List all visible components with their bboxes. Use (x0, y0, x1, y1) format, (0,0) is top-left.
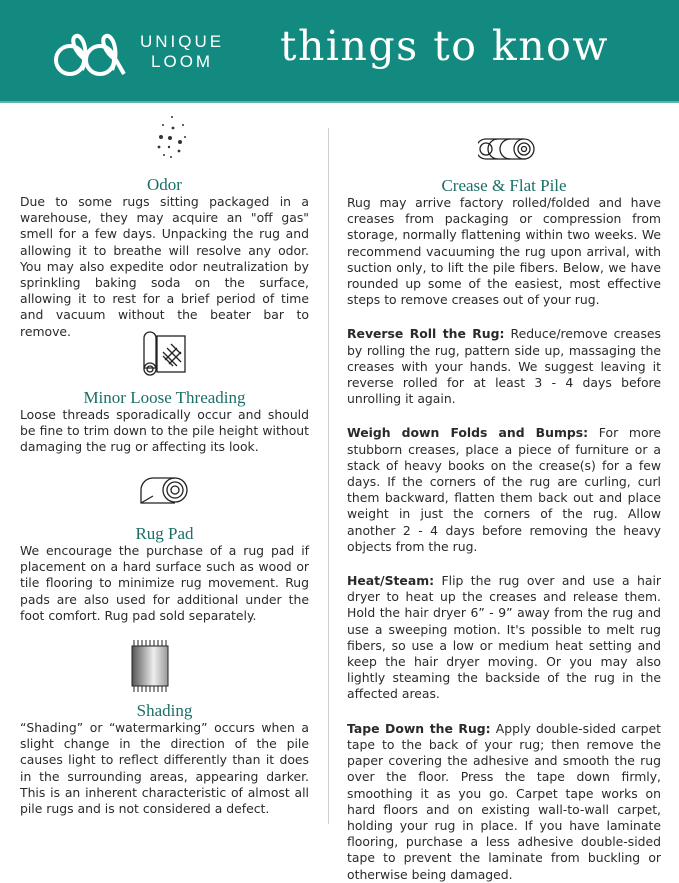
tip-weigh-down (347, 425, 661, 555)
crease-heading: Crease & Flat Pile (441, 176, 567, 195)
brand-line-1: UNIQUE (140, 32, 225, 51)
brand-name (140, 32, 224, 72)
tip-label: Heat/Steam: (347, 573, 435, 589)
tip-label: Tape Down the Rug: (347, 720, 491, 736)
tip-heat-steam (347, 573, 661, 703)
tip-text: Flip the rug over and use a hair dryer to heat up the creases and release them. Hold the hair dryer 6” - 9” away from the rug and use a sweeping motion. It's possible to melt rug fibers, so use a low or medium heat setting and keep the hair dryer moving. Or you may also lightly steaming the backside of the rug in the affected areas. (347, 573, 661, 702)
brand-line-2: LOOM (151, 52, 214, 71)
odor-heading: Odor (147, 175, 182, 194)
rug-pad-heading: Rug Pad (135, 524, 194, 543)
page-title: things to know (280, 22, 609, 70)
crease-intro: Rug may arrive factory rolled/folded and have creases from packaging or compression from storage, normally flattening within two weeks. We recommend vacuuming the rug upon arrival, with suction only, to lift the pile fibers. Below, we have rounded up some of the easiest, most effective steps to remove creases out of your rug. (347, 195, 661, 308)
shading-text: “Shading” or “watermarking” occurs when a slight change in the direction of the pile causes light to reflect differently than it does in the surrounding areas, appearing darker. This is an inherent characteristic of almost all pile rugs and is not considered a defect. (20, 720, 309, 817)
tip-label: Weigh down Folds and Bumps: (347, 425, 589, 441)
rolled-rug-pad-icon (139, 475, 189, 507)
rug-pad-text: We encourage the purchase of a rug pad if placement on a hard surface such as wood or tile flooring to minimize rug movement. Rug pads are also used for additional under the foot comfort. Rug pad sold separately. (20, 543, 309, 623)
tip-reverse-roll (347, 326, 661, 407)
tip-label: Reverse Roll the Rug: (347, 326, 505, 342)
tip-text: Reduce/remove creases by rolling the rug, pattern side up, massaging the creases with your hands. We suggest leaving it reverse rolled for at least 3 - 4 days before unrolling it again. (347, 326, 661, 407)
loose-threading-heading: Minor Loose Threading (83, 388, 246, 407)
unique-loom-logo-icon (52, 30, 134, 78)
loose-threading-text: Loose threads sporadically occur and should be fine to trim down to the pile height without damaging the rug or affecting its look. (20, 407, 309, 455)
rolled-rugs-icon (478, 137, 538, 161)
tip-tape-down (347, 721, 661, 883)
odor-dots-icon (155, 115, 193, 161)
shading-heading: Shading (136, 701, 193, 720)
tip-text: Apply double-sided carpet tape to the back of your rug; then remove the paper covering the adhesive and smooth the rug over the floor. Press the tape down firmly, smoothing it as you go. Carpet tape works on hard floors and on existing wall-to-wall carpet, holding your rug in place. If you have laminate flooring, purchase a less adhesive double-sided tape to prevent the laminate from buckling or otherwise being damaged. (347, 720, 661, 882)
column-divider (328, 128, 329, 824)
header-banner (0, 0, 679, 103)
rug-thread-icon (143, 330, 187, 378)
shaded-rug-icon (128, 640, 172, 692)
tip-text: For more stubborn creases, place a piece of furniture or a stack of heavy books on the crease(s) for a few days. If the corners of the rug are curling, curl them backward, flatten them back out and place weight in just the corners of the rug. Allow another 2 - 4 days before removing the heavy objects from the rug. (347, 425, 661, 554)
odor-text: Due to some rugs sitting packaged in a warehouse, they may acquire an "off gas" smell for a few days. Unpacking the rug and allowing it to breathe will resolve any odor. You may also expedite odor neutralization by sprinkling baking soda on the surface, allowing it to rest for a brief period of time and vacuum without the beater bar to remove. (20, 194, 309, 339)
